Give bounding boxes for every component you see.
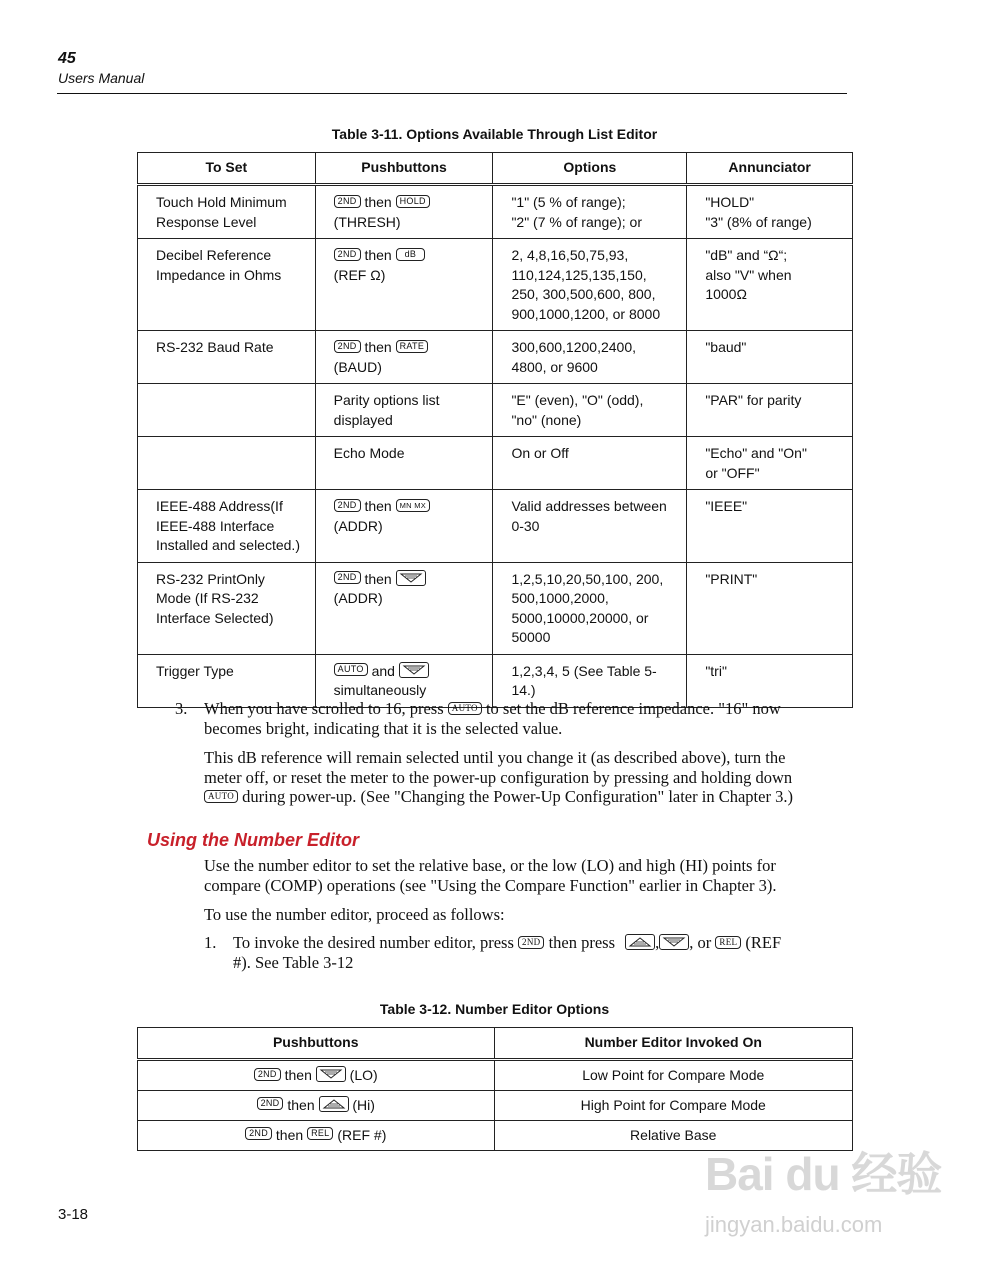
then-text: then — [364, 247, 392, 263]
cell-to-set — [138, 384, 316, 437]
step-1-number: 1. — [204, 933, 217, 952]
section-heading: Using the Number Editor — [147, 830, 360, 850]
intro-line1: Use the number editor to set the relative base, or the low (LO) and high (HI) points for — [204, 856, 776, 875]
up-arrow-key-icon — [319, 1096, 349, 1112]
cell-pushbuttons — [138, 1090, 495, 1120]
cell-to-set — [138, 437, 316, 490]
cell-to-set — [138, 185, 316, 239]
table-header-row — [138, 153, 853, 185]
manual-title: Users Manual — [58, 70, 145, 86]
cell-options: "1" (5 % of range); "2" (7 % of range); or — [493, 185, 687, 239]
cell-invoked-on: Low Point for Compare Mode — [494, 1060, 853, 1091]
cell-options: Valid addresses between 0-30 — [493, 490, 687, 563]
up-arrow-key-icon — [625, 934, 655, 950]
cell-annunciator: "IEEE" — [687, 490, 853, 563]
cell-options: 300,600,1200,2400, 4800, or 9600 — [493, 331, 687, 384]
cell-pushbuttons — [315, 185, 493, 239]
intro-line2: compare (COMP) operations (see "Using the Compare Function" earlier in Chapter 3). — [204, 875, 777, 895]
step-1-or: , or — [689, 933, 712, 952]
key-auto-icon: AUTO — [204, 790, 238, 803]
and-text: and — [371, 662, 395, 679]
watermark-logo: Bai du 经验 — [705, 1148, 942, 1200]
then-text: then — [284, 1067, 312, 1083]
pushbutton-suffix: (THRESH) — [333, 213, 401, 230]
key-rel-icon: REL — [307, 1127, 333, 1140]
table2-caption: Table 3-12. Number Editor Options — [379, 1001, 610, 1017]
key-2nd-icon: 2ND — [254, 1068, 281, 1081]
cell-invoked-on: High Point for Compare Mode — [494, 1090, 853, 1120]
table-row — [138, 1090, 853, 1120]
watermark-url: jingyan.baidu.com — [705, 1212, 883, 1237]
table-row — [138, 384, 853, 437]
cell-pushbuttons: Parity options list displayed — [315, 384, 493, 437]
then-text: then — [364, 498, 392, 514]
step-3-line2: becomes bright, indicating that it is the selected value. — [204, 718, 563, 738]
step-1-text — [233, 933, 853, 972]
cell-annunciator: "PRINT" — [687, 562, 853, 654]
down-arrow-key-icon — [659, 934, 689, 950]
table-row — [138, 239, 853, 331]
table-row — [138, 437, 853, 490]
pushbutton-suffix: (REF Ω) — [333, 266, 386, 283]
table-row — [138, 331, 853, 384]
step-1-b: then press — [548, 933, 616, 952]
cell-to-set: RS-232 PrintOnly Mode (If RS-232 Interface Selected) — [138, 562, 316, 654]
cell-options: 1,2,5,10,20,50,100, 200, 500,1000,2000, 5000,10000,20000, or 50000 — [493, 562, 687, 654]
cell-pushbuttons — [138, 1120, 495, 1150]
cell-to-set: Decibel Reference Impedance in Ohms — [138, 239, 316, 331]
step-1-ref: (REF — [745, 933, 782, 952]
step-3-text — [204, 699, 854, 807]
number-editor-table — [137, 1027, 853, 1151]
key-2nd-icon: 2ND — [334, 248, 361, 261]
then-text: then — [364, 570, 392, 587]
table-row — [138, 185, 853, 239]
col-header-options: Options — [493, 153, 687, 185]
col-header-pushbuttons: Pushbuttons — [138, 1028, 495, 1060]
key-db-icon: dB — [396, 248, 426, 261]
pushbutton-suffix: (Hi) — [352, 1096, 375, 1113]
cell-annunciator: "HOLD" "3" (8% of range) — [687, 185, 853, 239]
page-number-header: 45 — [58, 50, 76, 67]
then-text: then — [275, 1126, 304, 1143]
step-3-para-line2: meter off, or reset the meter to the power-up configuration by pressing and holding down — [204, 767, 793, 787]
pushbutton-suffix: (ADDR) — [333, 590, 383, 606]
cell-options: "E" (even), "O" (odd), "no" (none) — [493, 384, 687, 437]
proceed-text: To use the number editor, proceed as follows: — [204, 905, 505, 924]
cell-annunciator: "tri" — [687, 654, 853, 707]
table-row — [138, 490, 853, 563]
col-header-to-set: To Set — [138, 153, 316, 185]
step-3-para-line3: during power-up. (See "Changing the Power-Up Configuration" later in Chapter 3.) — [242, 787, 793, 806]
key-2nd-icon: 2ND — [334, 571, 361, 584]
step-3-para-line1: This dB reference will remain selected until you change it (as described above), turn the — [204, 748, 786, 767]
step-1-a: To invoke the desired number editor, press — [233, 933, 514, 952]
cell-pushbuttons — [315, 490, 493, 563]
to-set-text: Touch Hold Minimum Response Level — [156, 194, 287, 230]
key-2nd-icon: 2ND — [334, 195, 361, 208]
down-arrow-key-icon — [396, 570, 426, 586]
pushbutton-suffix: (REF #) — [337, 1126, 387, 1143]
list-editor-table — [137, 152, 853, 708]
key-rate-icon: RATE — [396, 340, 429, 353]
pushbutton-suffix: (BAUD) — [333, 358, 382, 375]
key-mnmx-icon: MN MX — [396, 499, 431, 512]
cell-options: On or Off — [493, 437, 687, 490]
col-header-pushbuttons: Pushbuttons — [315, 153, 493, 185]
cell-to-set: IEEE-488 Address(If IEEE-488 Interface Installed and selected.) — [138, 490, 316, 563]
then-text: then — [364, 194, 392, 210]
header-rule — [57, 93, 847, 94]
down-arrow-key-icon — [399, 662, 429, 678]
key-2nd-icon: 2ND — [518, 936, 544, 949]
step-3-number: 3. — [175, 699, 188, 718]
table-header-row — [138, 1028, 853, 1060]
key-2nd-icon: 2ND — [334, 340, 361, 353]
step-3-line1a: When you have scrolled to 16, press — [204, 699, 444, 718]
key-rel-icon: REL — [715, 936, 741, 949]
then-text: then — [364, 339, 392, 355]
key-2nd-icon: 2ND — [245, 1127, 272, 1140]
table-row — [138, 1060, 853, 1091]
then-text: then — [287, 1096, 315, 1113]
cell-to-set: RS-232 Baud Rate — [138, 331, 316, 384]
cell-options: 1,2,3,4, 5 (See Table 5- 14.) — [493, 654, 687, 707]
step-3-line1b: to set the dB reference impedance. "16" now — [485, 699, 781, 718]
down-arrow-key-icon — [316, 1066, 346, 1082]
key-2nd-icon: 2ND — [257, 1097, 284, 1110]
pushbutton-suffix: (LO) — [349, 1067, 378, 1083]
step-1-comma: , — [655, 933, 660, 952]
pushbutton-suffix: simultaneously — [333, 682, 427, 698]
key-auto-icon: AUTO — [448, 702, 482, 715]
step-1-line2: #). See Table 3-12 — [233, 952, 354, 972]
col-header-invoked-on: Number Editor Invoked On — [494, 1028, 853, 1060]
cell-pushbuttons — [315, 331, 493, 384]
pushbutton-suffix: (ADDR) — [333, 517, 383, 534]
cell-pushbuttons — [138, 1060, 495, 1091]
cell-pushbuttons: Echo Mode — [315, 437, 493, 490]
col-header-annunciator: Annunciator — [687, 153, 853, 185]
cell-annunciator: "dB" and “Ω“; also "V" when 1000Ω — [687, 239, 853, 331]
cell-annunciator: "PAR" for parity — [687, 384, 853, 437]
section-body — [204, 856, 854, 925]
cell-pushbuttons — [315, 562, 493, 654]
key-auto-icon: AUTO — [334, 663, 368, 676]
cell-invoked-on: Relative Base — [494, 1120, 853, 1150]
cell-annunciator: "Echo" and "On" or "OFF" — [687, 437, 853, 490]
key-hold-icon: HOLD — [396, 195, 430, 208]
table1-caption: Table 3-11. Options Available Through List Editor — [331, 126, 658, 142]
cell-to-set: Trigger Type — [138, 654, 316, 707]
cell-annunciator: "baud" — [687, 331, 853, 384]
cell-pushbuttons — [315, 239, 493, 331]
key-2nd-icon: 2ND — [334, 499, 361, 512]
cell-options: 2, 4,8,16,50,75,93, 110,124,125,135,150, 250, 300,500,600, 800, 900,1000,1200, or 8000 — [493, 239, 687, 331]
table-row — [138, 562, 853, 654]
page-footer-number: 3-18 — [58, 1206, 89, 1223]
